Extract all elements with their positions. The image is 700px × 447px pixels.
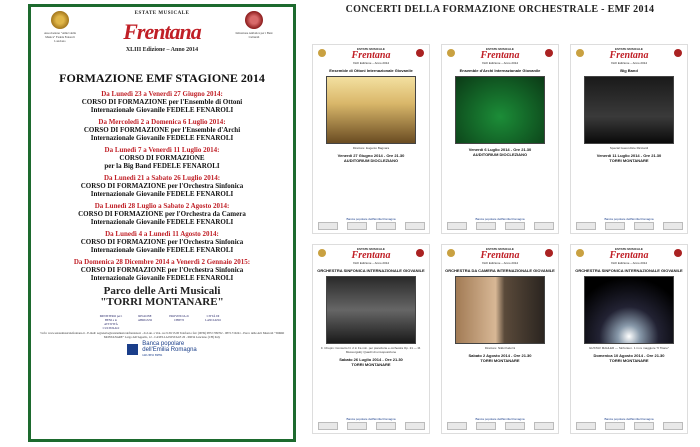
poster-image bbox=[584, 76, 674, 144]
sponsor-logo bbox=[576, 422, 596, 430]
left-badge-text: Associazione "Amici della Musica" Fedele Fenaroli Lanciano bbox=[43, 31, 77, 43]
sponsor-logos bbox=[31, 311, 293, 329]
poster-edition: XLIII Edizione – Anno 2014 bbox=[610, 61, 648, 65]
poster-logo: Frentana bbox=[609, 250, 649, 261]
event-description: Internazionale Giovanile FEDELE FENAROLI bbox=[90, 106, 234, 114]
poster-caption: Direttore: Eugenio Bagnara bbox=[352, 146, 390, 150]
poster-edition: XLIII Edizione – Anno 2014 bbox=[481, 61, 519, 65]
sponsor-logo bbox=[505, 422, 525, 430]
estate-musicale-label: ESTATE MUSICALE bbox=[134, 11, 190, 16]
sponsor-logo bbox=[576, 222, 596, 230]
poster-logo: Frentana bbox=[351, 250, 391, 261]
poster-date: Domenica 10 Agosto 2014 - Ore 21.30 bbox=[593, 353, 665, 358]
poster-bank: Banca popolare dell'Emilia Romagna bbox=[346, 217, 396, 221]
bank-line-1: Banca popolare bbox=[142, 341, 185, 347]
poster-image bbox=[455, 76, 545, 144]
event-date: Da Domenica 28 Dicembre 2014 a Venerdì 2 Gennaio 2015: bbox=[73, 258, 251, 266]
right-badge-text: Istituzione Adriatica per i Beni Culturali bbox=[235, 31, 273, 39]
poster-estate-label: ESTATE MUSICALE bbox=[486, 47, 514, 51]
sponsor-logo bbox=[376, 422, 396, 430]
poster-bank: Banca popolare dell'Emilia Romagna bbox=[604, 417, 654, 421]
event-date: Da Lunedì 7 a Venerdì 11 Luglio 2014: bbox=[104, 146, 220, 154]
event-item bbox=[31, 174, 293, 198]
poster-bank: Banca popolare dell'Emilia Romagna bbox=[346, 417, 396, 421]
concert-poster bbox=[441, 244, 559, 434]
poster-estate-label: ESTATE MUSICALE bbox=[357, 247, 385, 251]
left-poster bbox=[28, 4, 296, 442]
bank-logo bbox=[31, 341, 293, 357]
event-description: Internazionale Giovanile FEDELE FENAROLI bbox=[90, 274, 234, 282]
poster-logo: Frentana bbox=[351, 50, 391, 61]
concerts-title: CONCERTI DELLA FORMAZIONE ORCHESTRALE - EMF 2014 bbox=[345, 4, 655, 15]
association-medal-icon bbox=[447, 249, 455, 257]
ministry-logo: MINISTERO per i BENI e le ATTIVITÀ CULTURALI bbox=[99, 314, 123, 330]
poster-venue: TORRI MONTANARE bbox=[351, 362, 391, 367]
event-description: per la Big Band FEDELE FENAROLI bbox=[104, 162, 220, 170]
bank-text bbox=[142, 341, 197, 357]
event-item bbox=[31, 146, 293, 170]
poster-caption: GUSTAV MAHLER — Sinfonia n. 1 in re maggiore "Il Titano" bbox=[588, 346, 670, 350]
poster-bank: Banca popolare dell'Emilia Romagna bbox=[475, 217, 525, 221]
poster-image bbox=[326, 276, 416, 344]
concert-posters-grid bbox=[312, 44, 688, 440]
bank-mark-icon bbox=[127, 344, 138, 355]
poster-heading: Ensemble di Ottoni Internazionale Giovanile bbox=[329, 68, 413, 73]
event-description: CORSO DI FORMAZIONE per l'Orchestra da Camera bbox=[78, 210, 246, 218]
sponsor-logo bbox=[534, 222, 554, 230]
region-logo: REGIONE ABRUZZO bbox=[137, 314, 153, 322]
poster-date: Sabato 26 Luglio 2014 - Ore 21.30 bbox=[339, 357, 403, 362]
sponsor-logo bbox=[476, 222, 496, 230]
event-description: Internazionale Giovanile FEDELE FENAROLI bbox=[90, 190, 234, 198]
sponsor-logo bbox=[318, 422, 338, 430]
event-item bbox=[31, 258, 293, 282]
sponsor-logo bbox=[447, 422, 467, 430]
sponsor-logo bbox=[605, 222, 625, 230]
bank-line-2: dell'Emilia Romagna bbox=[142, 347, 197, 353]
association-medal-icon bbox=[318, 49, 326, 57]
events-list bbox=[31, 90, 293, 282]
poster-header bbox=[31, 7, 293, 69]
event-date: Da Lunedì 21 a Sabato 26 Luglio 2014: bbox=[103, 174, 221, 182]
institution-seal-icon bbox=[674, 249, 682, 257]
concert-poster bbox=[312, 244, 430, 434]
poster-caption: Special Guest Alice Ricciardi bbox=[609, 146, 649, 150]
poster-heading: ORCHESTRA SINFONICA INTERNAZIONALE GIOVANILE bbox=[575, 268, 683, 273]
poster-image bbox=[326, 76, 416, 144]
contact-info: • info: www.estatemusicalefrentana.it - E-mail: segreteria@estatemusicalefrentana.it - da Lun. a Ven. ore 9.30/13.00 Telefoni e fax: (0039) 0872.799762 - 0872.710241 - Parco delle Arti Musicali "TORRI MONTANARE" Largo dell'Appello, 12 - CASELLA POSTALE 26 - 66034 Lanciano (CH) Italy bbox=[39, 331, 285, 339]
poster-date: Venerdì 11 Luglio 2014 - Ore 21.30 bbox=[596, 153, 662, 158]
venue-line-2: "TORRI MONTANARE" bbox=[100, 296, 224, 308]
event-description: CORSO DI FORMAZIONE per l'Ensemble d'Archi bbox=[83, 126, 241, 134]
poster-logo: Frentana bbox=[609, 50, 649, 61]
venue-line-1: Parco delle Arti Musicali bbox=[103, 285, 221, 297]
sponsor-logo bbox=[605, 422, 625, 430]
poster-sponsor-strip bbox=[442, 222, 558, 230]
poster-venue: AUDITORIUM DIOCLEZIANO bbox=[343, 158, 399, 163]
poster-caption: F. Chopin: Concerto N. 2 in Fa min. per pianoforte e orchestra Op. 21 — M. Mussorgskij: Quadri di un'esposizione bbox=[321, 346, 421, 354]
poster-edition: XLIII Edizione – Anno 2014 bbox=[481, 261, 519, 265]
sponsor-logo bbox=[634, 422, 654, 430]
poster-date: Sabato 2 Agosto 2014 - Ore 21.30 bbox=[468, 353, 532, 358]
event-date: Da Lunedì 28 Luglio a Sabato 2 Agosto 2014: bbox=[94, 202, 230, 210]
institution-seal-icon bbox=[416, 49, 424, 57]
event-description: CORSO DI FORMAZIONE bbox=[119, 154, 205, 162]
institution-seal-icon bbox=[674, 49, 682, 57]
sponsor-logo bbox=[376, 222, 396, 230]
poster-estate-label: ESTATE MUSICALE bbox=[615, 47, 643, 51]
season-title: FORMAZIONE EMF STAGIONE 2014 bbox=[59, 71, 265, 85]
poster-date: Venerdì 27 Giugno 2014 - Ore 21.30 bbox=[337, 153, 405, 158]
institution-seal-icon bbox=[545, 249, 553, 257]
poster-edition: XLIII Edizione – Anno 2014 bbox=[352, 261, 390, 265]
edition-label: XLIII Edizione – Anno 2014 bbox=[125, 47, 199, 53]
sponsor-logo bbox=[318, 222, 338, 230]
event-item bbox=[31, 118, 293, 142]
poster-heading: Big Band bbox=[620, 68, 638, 73]
poster-image bbox=[584, 276, 674, 344]
city-logo: CITTÀ DI LANCIANO bbox=[205, 314, 221, 322]
poster-sponsor-strip bbox=[313, 222, 429, 230]
concert-poster bbox=[570, 44, 688, 234]
poster-estate-label: ESTATE MUSICALE bbox=[357, 47, 385, 51]
venue-name bbox=[31, 286, 293, 308]
institution-seal-icon bbox=[545, 49, 553, 57]
sponsor-logo bbox=[663, 222, 683, 230]
poster-heading: ORCHESTRA SINFONICA INTERNAZIONALE GIOVANILE bbox=[317, 268, 425, 273]
event-item bbox=[31, 202, 293, 226]
frentana-logo: Frentana bbox=[123, 19, 201, 44]
event-description: CORSO DI FORMAZIONE per l'Ensemble di Ottoni bbox=[81, 98, 243, 106]
event-description: Internazionale Giovanile FEDELE FENAROLI bbox=[90, 246, 234, 254]
sponsor-logo bbox=[505, 222, 525, 230]
event-item bbox=[31, 90, 293, 114]
poster-venue: AUDITORIUM DIOCLEZIANO bbox=[472, 152, 528, 157]
poster-sponsor-strip bbox=[571, 422, 687, 430]
sponsor-logo bbox=[405, 222, 425, 230]
sponsor-logo bbox=[476, 422, 496, 430]
sponsor-logo bbox=[347, 222, 367, 230]
event-item bbox=[31, 230, 293, 254]
concert-poster bbox=[312, 44, 430, 234]
concert-poster bbox=[441, 44, 559, 234]
poster-venue: TORRI MONTANARE bbox=[609, 358, 649, 363]
poster-heading: ORCHESTRA DA CAMERA INTERNAZIONALE GIOVANILE bbox=[445, 268, 555, 273]
sponsor-logo bbox=[534, 422, 554, 430]
sponsor-logo bbox=[634, 222, 654, 230]
poster-venue: TORRI MONTANARE bbox=[609, 158, 649, 163]
poster-date: Venerdì 6 Luglio 2014 - Ore 21.30 bbox=[468, 147, 532, 152]
poster-heading: Ensemble d'Archi Internazionale Giovanile bbox=[459, 68, 541, 73]
event-date: Da Lunedì 23 a Venerdì 27 Giugno 2014: bbox=[101, 90, 223, 98]
poster-bank: Banca popolare dell'Emilia Romagna bbox=[475, 417, 525, 421]
sponsor-logo bbox=[447, 222, 467, 230]
event-date: Da Lunedì 4 a Lunedì 11 Agosto 2014: bbox=[105, 230, 219, 238]
event-description: CORSO DI FORMAZIONE per l'Orchestra Sinfonica bbox=[80, 182, 244, 190]
association-medal-icon bbox=[447, 49, 455, 57]
poster-sponsor-strip bbox=[313, 422, 429, 430]
event-description: Internazionale Giovanile FEDELE FENAROLI bbox=[90, 134, 234, 142]
poster-edition: XLIII Edizione – Anno 2014 bbox=[610, 261, 648, 265]
event-description: CORSO DI FORMAZIONE per l'Orchestra Sinfonica bbox=[80, 266, 244, 274]
association-medal-icon bbox=[318, 249, 326, 257]
poster-logo: Frentana bbox=[480, 50, 520, 61]
association-medal-icon bbox=[576, 249, 584, 257]
poster-estate-label: ESTATE MUSICALE bbox=[486, 247, 514, 251]
event-description: Internazionale Giovanile FEDELE FENAROLI bbox=[90, 218, 234, 226]
bank-group: GRUPPO BPER bbox=[142, 353, 163, 357]
sponsor-logo bbox=[347, 422, 367, 430]
poster-estate-label: ESTATE MUSICALE bbox=[615, 247, 643, 251]
poster-caption: Direttore: Nikki Kaluzni bbox=[484, 346, 516, 350]
poster-sponsor-strip bbox=[442, 422, 558, 430]
province-logo: PROVINCIA di CHIETI bbox=[169, 314, 189, 322]
poster-image bbox=[455, 276, 545, 344]
poster-edition: XLIII Edizione – Anno 2014 bbox=[352, 61, 390, 65]
sponsor-logo bbox=[405, 422, 425, 430]
event-description: CORSO DI FORMAZIONE per l'Orchestra Sinfonica bbox=[80, 238, 244, 246]
poster-venue: TORRI MONTANARE bbox=[480, 358, 520, 363]
sponsor-logo bbox=[663, 422, 683, 430]
poster-sponsor-strip bbox=[571, 222, 687, 230]
concert-poster bbox=[570, 244, 688, 434]
poster-bank: Banca popolare dell'Emilia Romagna bbox=[604, 217, 654, 221]
association-medal-icon bbox=[576, 49, 584, 57]
poster-logo: Frentana bbox=[480, 250, 520, 261]
event-date: Da Mercoledì 2 a Domenica 6 Luglio 2014: bbox=[98, 118, 226, 126]
institution-seal-icon bbox=[416, 249, 424, 257]
